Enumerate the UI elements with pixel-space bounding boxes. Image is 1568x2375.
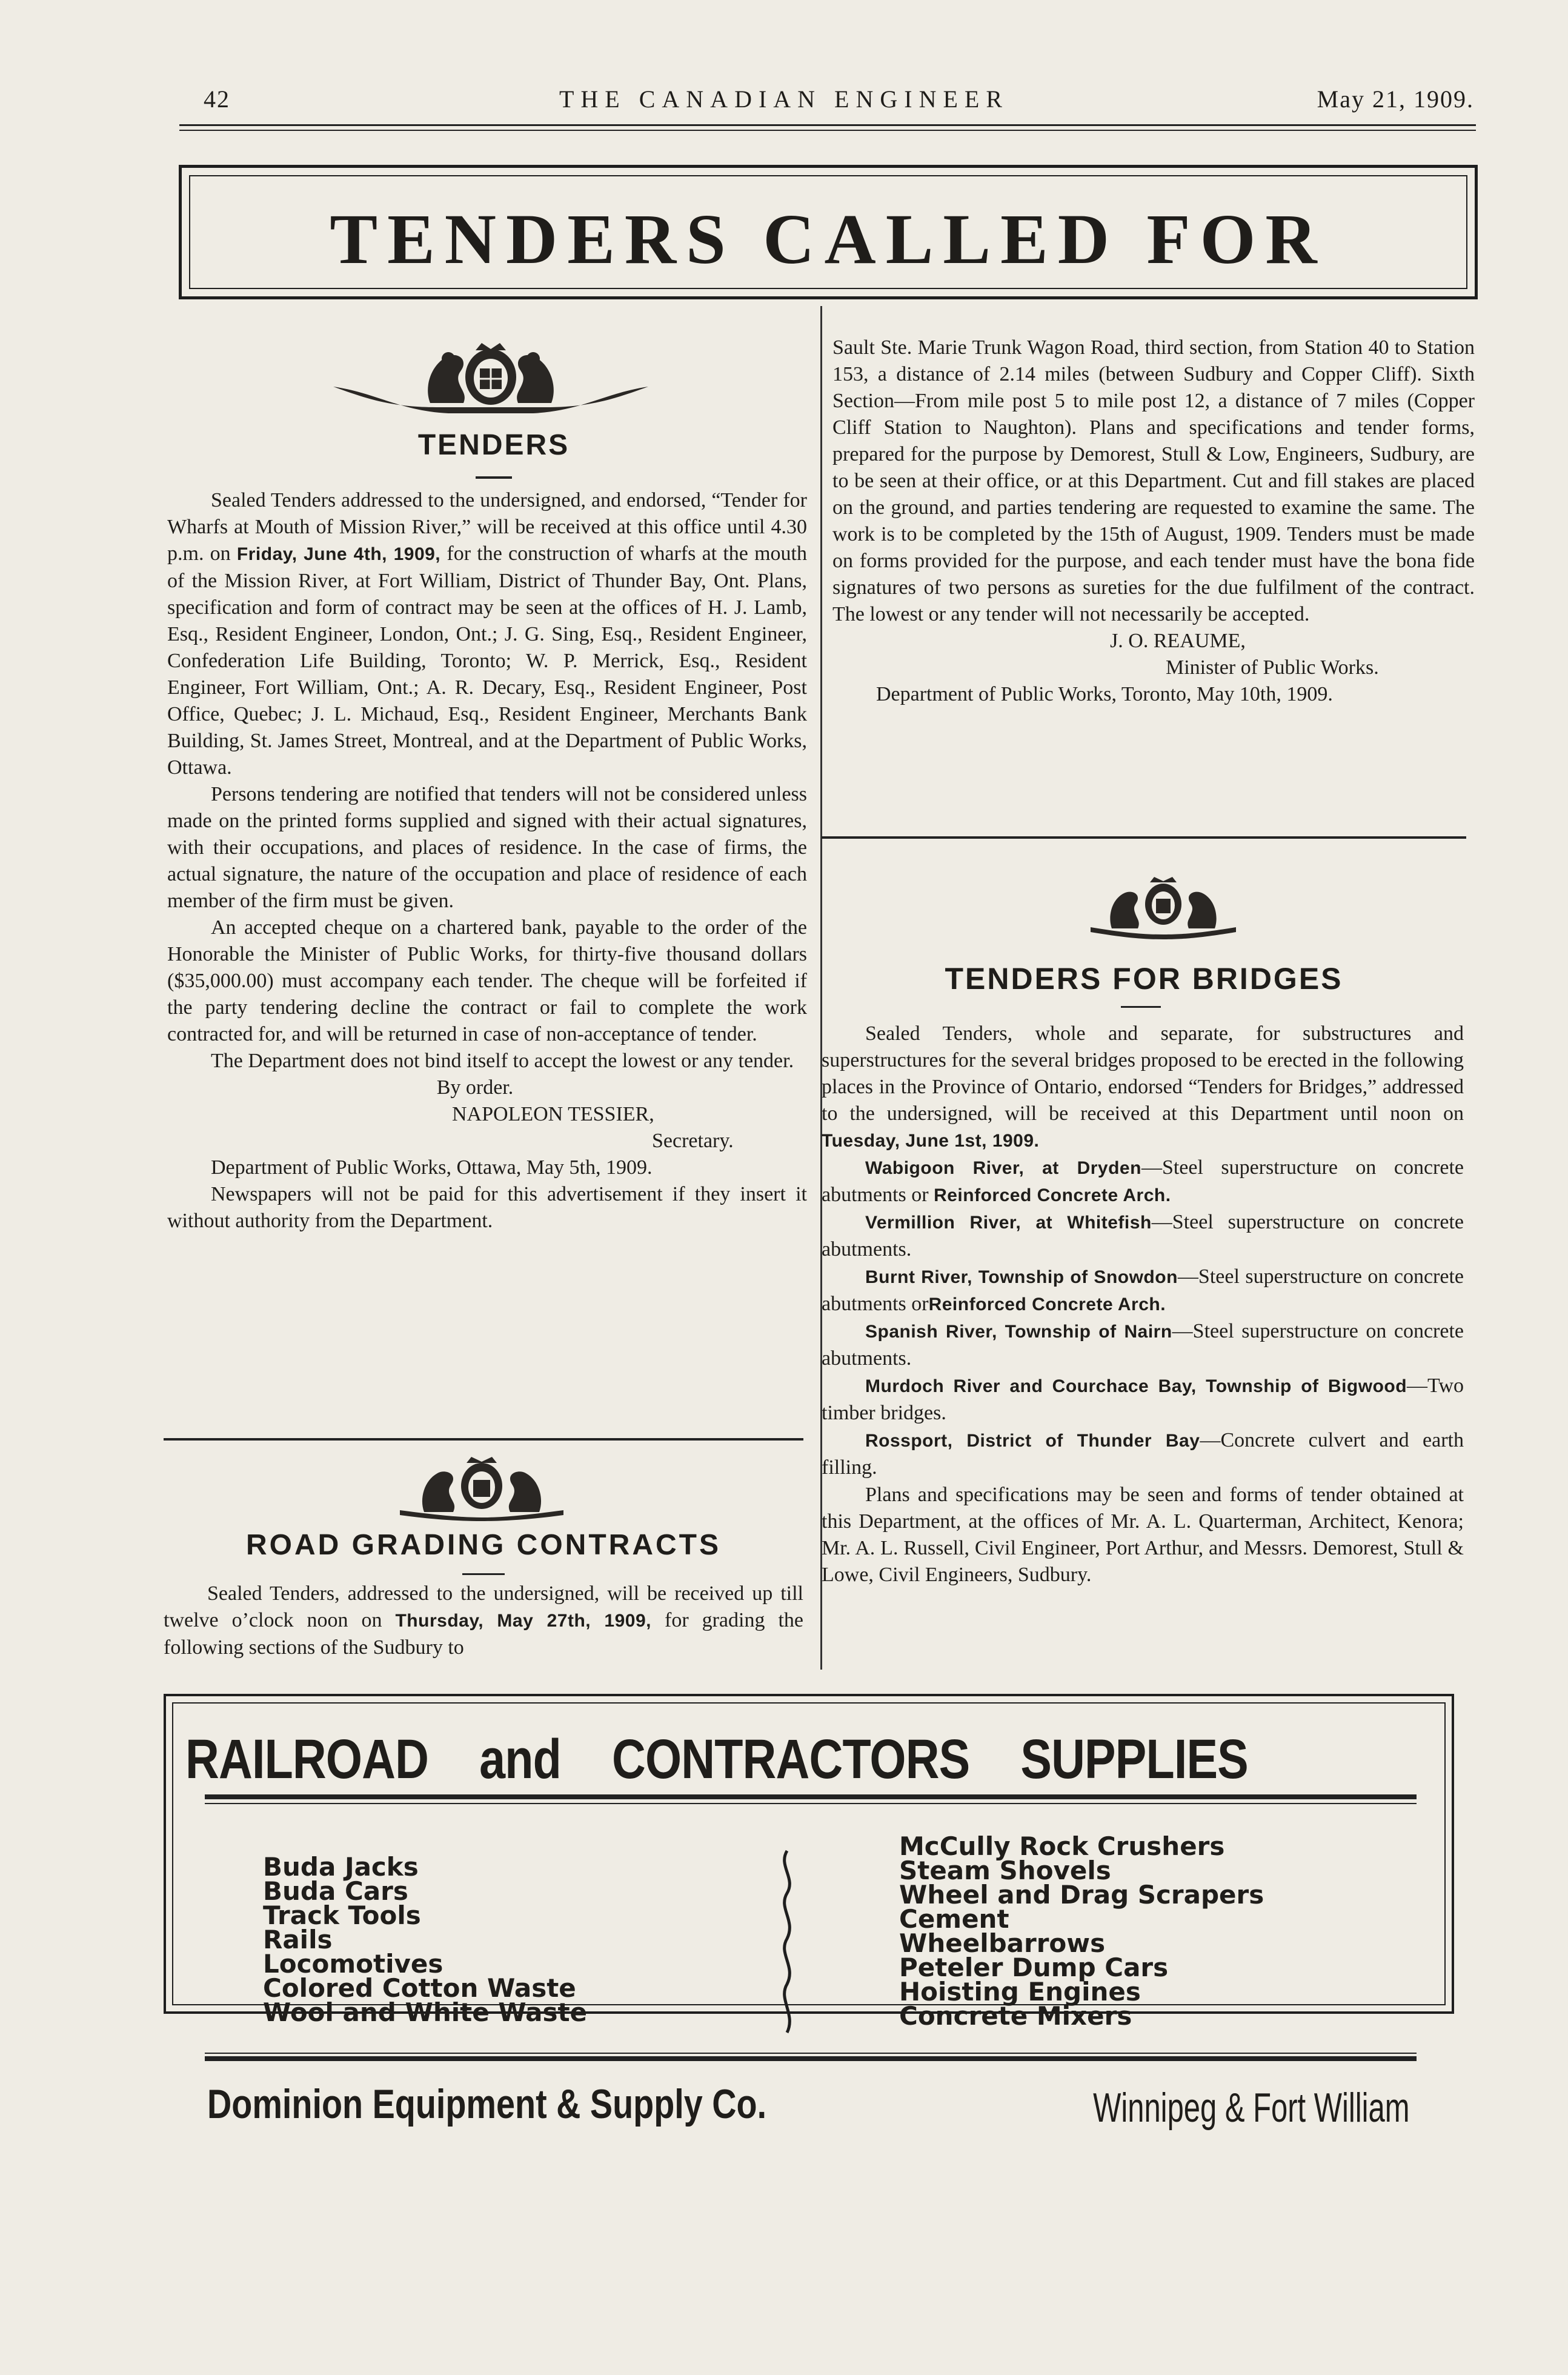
bridge-item bbox=[822, 1427, 1464, 1482]
wharf-paragraph-4: The Department does not bind itself to accept the lowest or any tender. bbox=[211, 1050, 794, 1072]
advert-rule-bottom bbox=[205, 2053, 1417, 2054]
advert-title-part: CONTRACTORS bbox=[611, 1728, 970, 1790]
bridge-place: Murdoch River and Courchace Bay, Township of Bigwood bbox=[865, 1376, 1407, 1396]
advert-rule-bottom-2 bbox=[205, 2056, 1417, 2061]
bridge-desc: —Steel superstructure on concrete abutments. bbox=[822, 1211, 1464, 1261]
road-paragraph-continued: Sault Ste. Marie Trunk Wagon Road, third section, from Station 40 to Station 153, a distance of 2.14 miles (between Sudbury and Copper Cliff). Sixth Section—From mile post 5 to mile post 12, a distance of 7 miles (Copper Cliff Station to Naughton). Plans and specifications and tender forms, prepared for the purpose by Demorest, Stull & Low, Engineers, Sudbury, are to be seen at their office, or at this Department. Cut and fill stakes are placed on the ground, and parties tendering are requested to examine the same. The work is to be completed by the 15th of August, 1909. Tenders must be made on forms provided for the purpose, and each tender must have the bona fide signatures of two persons as sureties for the due fulfilment of the contract. The lowest or any tender will not necessarily be accepted. bbox=[832, 336, 1475, 625]
bridge-list bbox=[822, 1154, 1464, 1482]
advert-right-item: Wheelbarrows bbox=[899, 1928, 1106, 1958]
royal-crest-icon bbox=[327, 339, 654, 424]
advert-right-item: Wheel and Drag Scrapers bbox=[899, 1880, 1264, 1910]
wharf-dept-line: Department of Public Works, Ottawa, May 5th, 1909. bbox=[211, 1156, 653, 1179]
advert-left-item: Buda Jacks bbox=[263, 1852, 419, 1882]
section-rule-left bbox=[164, 1438, 803, 1441]
section-rule-right bbox=[822, 836, 1466, 839]
advert-title bbox=[185, 1728, 1248, 1791]
supplies-advertisement bbox=[164, 1694, 1454, 2131]
bridges-body bbox=[822, 1021, 1464, 1588]
road-grading-heading: ROAD GRADING CONTRACTS bbox=[246, 1529, 721, 1561]
bridge-desc: —Steel superstructure on concrete abutments. bbox=[822, 1320, 1464, 1370]
bridge-desc: —Concrete culvert and earth filling. bbox=[822, 1429, 1464, 1479]
royal-crest-small-icon bbox=[388, 1454, 576, 1521]
royal-crest-bridges-icon bbox=[1085, 873, 1242, 939]
bridges-paragraph-1: Sealed Tenders, whole and separate, for substructures and superstructures for the several bridges proposed to be erected in the following places in the Province of Ontario, endorsed “Tenders for Bridges,” addressed to the undersigned, will be received at this Department until noon on Tuesday, June 1st, 1909. bbox=[822, 1022, 1464, 1151]
road-dept-line: Department of Public Works, Toronto, May 10th, 1909. bbox=[876, 683, 1333, 705]
advert-left-item: Rails bbox=[263, 1925, 333, 1954]
advert-rule-top bbox=[205, 1794, 1417, 1799]
advert-rule-top-2 bbox=[205, 1803, 1417, 1804]
heading-dash bbox=[476, 476, 512, 479]
wharf-paragraph-3: An accepted cheque on a chartered bank, payable to the order of the Honorable the Minister of Public Works, for thirty-five thousand dollars ($35,000.00) must accompany each tender. The cheque will be forfeited if the party tendering decline the contract or fail to complete the work contracted for, and will be returned in case of non-acceptance of tender. bbox=[167, 916, 807, 1045]
bridge-desc-bold: Reinforced Concrete Arch. bbox=[928, 1294, 1166, 1314]
advert-cities: Winnipeg & Fort William bbox=[1092, 2085, 1409, 2131]
bridges-paragraph-last: Plans and specifications may be seen and forms of tender obtained at this Department, at the offices of Mr. A. L. Quarterman, Architect, Kenora; Mr. A. L. Russell, Civil Engineer, Port Arthur, and Messrs. Demorest, Stull & Lowe, Civil Engineers, Sudbury. bbox=[822, 1484, 1464, 1586]
bridge-place: Wabigoon River, at Dryden bbox=[865, 1158, 1141, 1178]
bridge-item bbox=[822, 1318, 1464, 1373]
road-signer-title: Minister of Public Works. bbox=[1166, 656, 1379, 679]
bridge-place: Spanish River, Township of Nairn bbox=[865, 1322, 1172, 1342]
advert-company: Dominion Equipment & Supply Co. bbox=[207, 2081, 767, 2127]
advert-left-item: Locomotives bbox=[263, 1949, 443, 1979]
tenders-heading: TENDERS bbox=[417, 429, 570, 461]
road-paragraph-1: Sealed Tenders, addressed to the undersigned, will be received up till twelve o’clock noon on Thursday, May 27th, 1909, for grading the following sections of the Sudbury to bbox=[164, 1582, 803, 1659]
bridge-item bbox=[822, 1373, 1464, 1427]
heading-dash-3 bbox=[1121, 1006, 1161, 1008]
newspaper-note: Newspapers will not be paid for this advertisement if they insert it without authority from the Department. bbox=[167, 1183, 807, 1232]
advert-right-item: Cement bbox=[899, 1904, 1009, 1934]
wharf-paragraph-2: Persons tendering are notified that tenders will not be considered unless made on the printed forms supplied and signed with their actual signatures, with their occupations, and places of residence. In the case of firms, the actual signature, the nature of the occupation and place of residence of each member of the firm must be given. bbox=[167, 783, 807, 912]
advert-right-item: Hoisting Engines bbox=[899, 1977, 1141, 2007]
brace-divider-icon bbox=[775, 1848, 799, 2039]
advert-right-item: Concrete Mixers bbox=[899, 2001, 1132, 2031]
wharf-signer-title: Secretary. bbox=[652, 1130, 734, 1152]
wharf-paragraph-1: Sealed Tenders addressed to the undersigned, and endorsed, “Tender for Wharfs at Mouth of Mission River,” will be received at this office until 4.30 p.m. on Friday, June 4th, 1909, for the construction of wharfs at the mouth of the Mission River, at Fort William, District of Thunder Bay, Ont. Plans, specification and form of contract may be seen at the offices of H. J. Lamb, Esq., Resident Engineer, London, Ont.; J. G. Sing, Esq., Resident Engineer, Confederation Life Building, Toronto; W. P. Merrick, Esq., Resident Engineer, Fort William, Ont.; A. R. Decary, Esq., Resident Engineer, Post Office, Quebec; J. L. Michaud, Esq., Resident Engineer, Merchants Bank Building, St. James Street, Montreal, and at the Department of Public Works, Ottawa. bbox=[167, 489, 808, 779]
heading-dash-2 bbox=[462, 1573, 505, 1575]
tenders-called-for-banner bbox=[179, 165, 1478, 299]
bridge-item bbox=[822, 1264, 1464, 1318]
header-rule bbox=[179, 124, 1476, 126]
wharf-signer: NAPOLEON TESSIER, bbox=[452, 1103, 654, 1125]
road-grading-body bbox=[164, 1581, 803, 1661]
journal-title: THE CANADIAN ENGINEER bbox=[559, 85, 1009, 113]
advert-title-part: RAILROAD bbox=[185, 1728, 429, 1790]
by-order: By order. bbox=[436, 1076, 514, 1099]
advert-title-part: SUPPLIES bbox=[1020, 1728, 1248, 1790]
bridge-place: Rossport, District of Thunder Bay bbox=[865, 1431, 1200, 1451]
advert-left-item: Colored Cotton Waste bbox=[263, 1973, 576, 2003]
bridges-heading: TENDERS FOR BRIDGES bbox=[945, 962, 1343, 996]
bridge-item bbox=[822, 1209, 1464, 1264]
issue-date: May 21, 1909. bbox=[1317, 85, 1474, 113]
advert-right-list bbox=[899, 1831, 1264, 2031]
wharf-tender-body bbox=[167, 487, 807, 1234]
bridge-desc: —Steel superstructure on concrete abutments or bbox=[822, 1265, 1464, 1315]
bridge-desc: —Two timber bridges. bbox=[822, 1374, 1464, 1424]
advert-title-part: and bbox=[479, 1728, 561, 1790]
bridge-desc-bold: Reinforced Concrete Arch. bbox=[934, 1185, 1171, 1205]
advert-left-item: Track Tools bbox=[263, 1900, 421, 1930]
advert-left-list bbox=[263, 1852, 588, 2027]
bridge-item bbox=[822, 1154, 1464, 1209]
bridge-desc: —Steel superstructure on concrete abutments or bbox=[822, 1156, 1464, 1206]
advert-right-item: McCully Rock Crushers bbox=[899, 1831, 1225, 1861]
road-signer: J. O. REAUME, bbox=[1110, 630, 1246, 652]
advert-right-item: Steam Shovels bbox=[899, 1856, 1111, 1885]
bridge-place: Vermillion River, at Whitefish bbox=[865, 1213, 1152, 1233]
header-rule-2 bbox=[179, 130, 1476, 131]
advert-left-item: Wool and White Waste bbox=[263, 1997, 588, 2027]
road-grading-continued bbox=[832, 335, 1475, 708]
page-number: 42 bbox=[204, 85, 230, 113]
bridge-place: Burnt River, Township of Snowdon bbox=[865, 1267, 1178, 1287]
advert-left-item: Buda Cars bbox=[263, 1876, 408, 1906]
banner-title: TENDERS CALLED FOR bbox=[330, 199, 1327, 279]
advert-right-item: Peteler Dump Cars bbox=[899, 1953, 1169, 1982]
